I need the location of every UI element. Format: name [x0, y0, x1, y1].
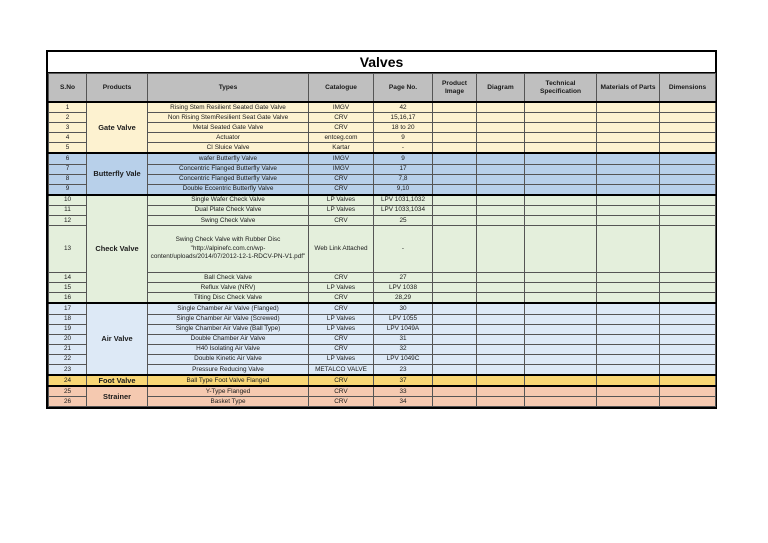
cell-sno[interactable]: 14	[49, 273, 87, 283]
cell-technical-specification[interactable]	[525, 364, 597, 375]
cell-page-no[interactable]: 32	[374, 344, 433, 354]
cell-diagram[interactable]	[477, 164, 525, 174]
cell-type[interactable]: Pressure Reducing Valve	[148, 364, 309, 375]
cell-catalogue[interactable]: IMGV	[309, 102, 374, 113]
cell-type[interactable]: Single Chamber Air Valve (Ball Type)	[148, 324, 309, 334]
valves-sheet	[46, 50, 717, 409]
cell-type[interactable]: wafer Butterfly Valve	[148, 153, 309, 164]
cell-dimensions[interactable]	[660, 174, 716, 184]
cell-product-image[interactable]	[433, 184, 477, 195]
cell-type[interactable]: Single Chamber Air Valve (Screwed)	[148, 314, 309, 324]
cell-diagram[interactable]	[477, 283, 525, 293]
cell-page-no[interactable]: 7,8	[374, 174, 433, 184]
cell-technical-specification[interactable]	[525, 273, 597, 283]
cell-page-no[interactable]: -	[374, 143, 433, 154]
cell-materials-of-parts[interactable]	[597, 133, 660, 143]
cell-type[interactable]: Non Rising StemResilient Seat Gate Valve	[148, 113, 309, 123]
cell-page-no[interactable]: LPV 1033,1034	[374, 205, 433, 215]
table-row	[49, 113, 716, 123]
cell-type[interactable]: Single Wafer Check Valve	[148, 195, 309, 206]
cell-dimensions[interactable]	[660, 113, 716, 123]
cell-type[interactable]: Metal Seated Gate Valve	[148, 123, 309, 133]
cell-sno[interactable]: 24	[49, 375, 87, 386]
cell-diagram[interactable]	[477, 174, 525, 184]
cell-sno[interactable]: 18	[49, 314, 87, 324]
cell-product-image[interactable]	[433, 164, 477, 174]
cell-technical-specification[interactable]	[525, 303, 597, 314]
cell-product-image[interactable]	[433, 174, 477, 184]
cell-technical-specification[interactable]	[525, 293, 597, 304]
cell-catalogue[interactable]: METALCO VALVE	[309, 364, 374, 375]
cell-type[interactable]: Dual Plate Check Valve	[148, 205, 309, 215]
cell-page-no[interactable]: 33	[374, 386, 433, 397]
cell-product[interactable]: Check Valve	[87, 195, 148, 304]
cell-dimensions[interactable]	[660, 195, 716, 206]
cell-diagram[interactable]	[477, 334, 525, 344]
cell-type[interactable]: Ball Type Foot Valve Flanged	[148, 375, 309, 386]
cell-catalogue[interactable]: CRV	[309, 216, 374, 226]
cell-materials-of-parts[interactable]	[597, 303, 660, 314]
cell-type[interactable]: Y-Type Flanged	[148, 386, 309, 397]
cell-catalogue[interactable]: LP Valves	[309, 283, 374, 293]
cell-page-no[interactable]: 31	[374, 334, 433, 344]
table-row	[49, 143, 716, 154]
cell-page-no[interactable]: LPV 1055	[374, 314, 433, 324]
cell-catalogue[interactable]: LP Valves	[309, 195, 374, 206]
cell-type[interactable]: Actuator	[148, 133, 309, 143]
cell-sno[interactable]: 9	[49, 184, 87, 195]
cell-sno[interactable]: 25	[49, 386, 87, 397]
cell-sno[interactable]: 1	[49, 102, 87, 113]
cell-sno[interactable]: 26	[49, 397, 87, 407]
cell-type[interactable]: Double Chamber Air Valve	[148, 334, 309, 344]
cell-diagram[interactable]	[477, 143, 525, 154]
cell-catalogue[interactable]: CRV	[309, 386, 374, 397]
cell-materials-of-parts[interactable]	[597, 205, 660, 215]
cell-product-image[interactable]	[433, 344, 477, 354]
cell-catalogue[interactable]: CRV	[309, 397, 374, 407]
cell-product-image[interactable]	[433, 303, 477, 314]
cell-dimensions[interactable]	[660, 364, 716, 375]
cell-product-image[interactable]	[433, 102, 477, 113]
cell-catalogue[interactable]: IMGV	[309, 164, 374, 174]
col-header-technical-specification[interactable]: Technical Specification	[525, 74, 597, 103]
cell-dimensions[interactable]	[660, 184, 716, 195]
cell-product-image[interactable]	[433, 397, 477, 407]
cell-dimensions[interactable]	[660, 334, 716, 344]
cell-type[interactable]: Single Chamber Air Valve (Flanged)	[148, 303, 309, 314]
cell-sno[interactable]: 21	[49, 344, 87, 354]
table-row	[49, 375, 716, 386]
cell-page-no[interactable]: 15,16,17	[374, 113, 433, 123]
cell-sno[interactable]: 8	[49, 174, 87, 184]
cell-materials-of-parts[interactable]	[597, 364, 660, 375]
cell-dimensions[interactable]	[660, 314, 716, 324]
cell-technical-specification[interactable]	[525, 386, 597, 397]
cell-dimensions[interactable]	[660, 123, 716, 133]
cell-materials-of-parts[interactable]	[597, 375, 660, 386]
cell-materials-of-parts[interactable]	[597, 216, 660, 226]
cell-dimensions[interactable]	[660, 273, 716, 283]
cell-diagram[interactable]	[477, 344, 525, 354]
cell-catalogue[interactable]: CRV	[309, 174, 374, 184]
col-header-catalogue[interactable]: Catalogue	[309, 74, 374, 103]
cell-materials-of-parts[interactable]	[597, 397, 660, 407]
cell-product-image[interactable]	[433, 324, 477, 334]
cell-dimensions[interactable]	[660, 293, 716, 304]
cell-type[interactable]: H40 Isolating Air Valve	[148, 344, 309, 354]
cell-technical-specification[interactable]	[525, 283, 597, 293]
col-header-page-no[interactable]: Page No.	[374, 74, 433, 103]
cell-diagram[interactable]	[477, 133, 525, 143]
cell-technical-specification[interactable]	[525, 164, 597, 174]
cell-product-image[interactable]	[433, 113, 477, 123]
cell-page-no[interactable]: LPV 1049C	[374, 354, 433, 364]
cell-sno[interactable]: 10	[49, 195, 87, 206]
cell-dimensions[interactable]	[660, 344, 716, 354]
cell-dimensions[interactable]	[660, 143, 716, 154]
cell-diagram[interactable]	[477, 226, 525, 273]
cell-dimensions[interactable]	[660, 324, 716, 334]
cell-product-image[interactable]	[433, 375, 477, 386]
cell-materials-of-parts[interactable]	[597, 143, 660, 154]
cell-technical-specification[interactable]	[525, 153, 597, 164]
cell-dimensions[interactable]	[660, 102, 716, 113]
cell-sno[interactable]: 7	[49, 164, 87, 174]
cell-page-no[interactable]: 42	[374, 102, 433, 113]
cell-product-image[interactable]	[433, 334, 477, 344]
cell-catalogue[interactable]: CRV	[309, 184, 374, 195]
cell-technical-specification[interactable]	[525, 123, 597, 133]
cell-page-no[interactable]: 34	[374, 397, 433, 407]
cell-sno[interactable]: 19	[49, 324, 87, 334]
cell-sno[interactable]: 16	[49, 293, 87, 304]
table-row	[49, 226, 716, 273]
cell-materials-of-parts[interactable]	[597, 354, 660, 364]
cell-catalogue[interactable]: CRV	[309, 123, 374, 133]
cell-sno[interactable]: 3	[49, 123, 87, 133]
cell-product-image[interactable]	[433, 293, 477, 304]
cell-dimensions[interactable]	[660, 354, 716, 364]
cell-sno[interactable]: 2	[49, 113, 87, 123]
table-row	[49, 344, 716, 354]
cell-type[interactable]: Swing Check Valve with Rubber Disc "http://alpinefc.com.cn/wp-content/uploads/2014/07/2012-12-1-RDCV-PN-V1.pdf"	[148, 226, 309, 273]
table-row	[49, 386, 716, 397]
cell-diagram[interactable]	[477, 123, 525, 133]
cell-technical-specification[interactable]	[525, 375, 597, 386]
cell-diagram[interactable]	[477, 102, 525, 113]
cell-page-no[interactable]: 28,29	[374, 293, 433, 304]
valves-table	[48, 73, 716, 407]
cell-catalogue[interactable]: CRV	[309, 113, 374, 123]
cell-technical-specification[interactable]	[525, 354, 597, 364]
cell-type[interactable]: Reflux Valve (NRV)	[148, 283, 309, 293]
cell-catalogue[interactable]: LP Valves	[309, 324, 374, 334]
cell-product-image[interactable]	[433, 143, 477, 154]
cell-catalogue[interactable]: LP Valves	[309, 354, 374, 364]
cell-type[interactable]: Double Kinetic Air Valve	[148, 354, 309, 364]
cell-diagram[interactable]	[477, 293, 525, 304]
cell-diagram[interactable]	[477, 273, 525, 283]
cell-catalogue[interactable]: Kartar	[309, 143, 374, 154]
table-row	[49, 397, 716, 407]
cell-technical-specification[interactable]	[525, 133, 597, 143]
cell-dimensions[interactable]	[660, 216, 716, 226]
cell-sno[interactable]: 15	[49, 283, 87, 293]
cell-materials-of-parts[interactable]	[597, 334, 660, 344]
cell-dimensions[interactable]	[660, 133, 716, 143]
cell-product-image[interactable]	[433, 205, 477, 215]
cell-technical-specification[interactable]	[525, 143, 597, 154]
table-row	[49, 303, 716, 314]
cell-technical-specification[interactable]	[525, 334, 597, 344]
cell-product-image[interactable]	[433, 195, 477, 206]
cell-catalogue[interactable]: CRV	[309, 273, 374, 283]
cell-diagram[interactable]	[477, 195, 525, 206]
cell-materials-of-parts[interactable]	[597, 174, 660, 184]
cell-materials-of-parts[interactable]	[597, 283, 660, 293]
cell-diagram[interactable]	[477, 375, 525, 386]
cell-technical-specification[interactable]	[525, 102, 597, 113]
table-row	[49, 174, 716, 184]
cell-dimensions[interactable]	[660, 375, 716, 386]
cell-diagram[interactable]	[477, 205, 525, 215]
cell-materials-of-parts[interactable]	[597, 293, 660, 304]
cell-catalogue[interactable]: CRV	[309, 344, 374, 354]
col-header-diagram[interactable]: Diagram	[477, 74, 525, 103]
cell-dimensions[interactable]	[660, 164, 716, 174]
cell-product-image[interactable]	[433, 216, 477, 226]
cell-page-no[interactable]: -	[374, 226, 433, 273]
cell-product-image[interactable]	[433, 133, 477, 143]
cell-type[interactable]: Tilting Disc Check Valve	[148, 293, 309, 304]
cell-diagram[interactable]	[477, 113, 525, 123]
sheet-title: Valves	[48, 52, 715, 73]
cell-page-no[interactable]: 30	[374, 303, 433, 314]
cell-page-no[interactable]: 9,10	[374, 184, 433, 195]
cell-dimensions[interactable]	[660, 283, 716, 293]
cell-catalogue[interactable]: LP Valves	[309, 314, 374, 324]
cell-type[interactable]: Swing Check Valve	[148, 216, 309, 226]
cell-diagram[interactable]	[477, 303, 525, 314]
table-row	[49, 205, 716, 215]
table-row	[49, 184, 716, 195]
cell-materials-of-parts[interactable]	[597, 324, 660, 334]
cell-technical-specification[interactable]	[525, 314, 597, 324]
cell-catalogue[interactable]: Web Link Attached	[309, 226, 374, 273]
cell-product[interactable]: Strainer	[87, 386, 148, 407]
cell-product-image[interactable]	[433, 123, 477, 133]
cell-catalogue[interactable]: LP Valves	[309, 205, 374, 215]
cell-product-image[interactable]	[433, 386, 477, 397]
cell-page-no[interactable]: 9	[374, 153, 433, 164]
cell-dimensions[interactable]	[660, 397, 716, 407]
cell-materials-of-parts[interactable]	[597, 386, 660, 397]
cell-diagram[interactable]	[477, 354, 525, 364]
cell-materials-of-parts[interactable]	[597, 102, 660, 113]
cell-technical-specification[interactable]	[525, 205, 597, 215]
cell-page-no[interactable]: LPV 1049A	[374, 324, 433, 334]
table-row	[49, 102, 716, 113]
table-row	[49, 123, 716, 133]
cell-product-image[interactable]	[433, 283, 477, 293]
cell-catalogue[interactable]: CRV	[309, 375, 374, 386]
col-header-types[interactable]: Types	[148, 74, 309, 103]
table-row	[49, 314, 716, 324]
cell-product[interactable]: Butterfly Vale	[87, 153, 148, 194]
cell-product[interactable]: Gate Valve	[87, 102, 148, 153]
cell-diagram[interactable]	[477, 184, 525, 195]
cell-sno[interactable]: 22	[49, 354, 87, 364]
cell-diagram[interactable]	[477, 364, 525, 375]
cell-sno[interactable]: 13	[49, 226, 87, 273]
cell-materials-of-parts[interactable]	[597, 153, 660, 164]
cell-sno[interactable]: 6	[49, 153, 87, 164]
cell-type[interactable]: Basket Type	[148, 397, 309, 407]
cell-type[interactable]: Double Eccentric Butterfly Valve	[148, 184, 309, 195]
cell-materials-of-parts[interactable]	[597, 164, 660, 174]
cell-sno[interactable]: 20	[49, 334, 87, 344]
cell-product[interactable]: Foot Valve	[87, 375, 148, 386]
cell-page-no[interactable]: 9	[374, 133, 433, 143]
table-row	[49, 324, 716, 334]
cell-diagram[interactable]	[477, 397, 525, 407]
cell-product-image[interactable]	[433, 354, 477, 364]
cell-type[interactable]: CI Sluice Valve	[148, 143, 309, 154]
col-header-products[interactable]: Products	[87, 74, 148, 103]
cell-materials-of-parts[interactable]	[597, 273, 660, 283]
cell-page-no[interactable]: LPV 1038	[374, 283, 433, 293]
cell-product[interactable]: Air Valve	[87, 303, 148, 375]
col-header-dimensions[interactable]: Dimensions	[660, 74, 716, 103]
cell-type[interactable]: Concentric Flanged Butterfly Valve	[148, 164, 309, 174]
cell-dimensions[interactable]	[660, 205, 716, 215]
cell-diagram[interactable]	[477, 216, 525, 226]
cell-product-image[interactable]	[433, 364, 477, 375]
cell-sno[interactable]: 11	[49, 205, 87, 215]
cell-materials-of-parts[interactable]	[597, 113, 660, 123]
cell-materials-of-parts[interactable]	[597, 314, 660, 324]
cell-technical-specification[interactable]	[525, 324, 597, 334]
cell-type[interactable]: Ball Check Valve	[148, 273, 309, 283]
cell-dimensions[interactable]	[660, 153, 716, 164]
cell-diagram[interactable]	[477, 153, 525, 164]
cell-sno[interactable]: 12	[49, 216, 87, 226]
cell-technical-specification[interactable]	[525, 174, 597, 184]
cell-type[interactable]: Rising Stem Resilient Seated Gate Valve	[148, 102, 309, 113]
cell-diagram[interactable]	[477, 314, 525, 324]
table-row	[49, 354, 716, 364]
cell-type[interactable]: Concentric Flanged Butterfly Valve	[148, 174, 309, 184]
cell-page-no[interactable]: 37	[374, 375, 433, 386]
table-row	[49, 195, 716, 206]
cell-catalogue[interactable]: CRV	[309, 293, 374, 304]
cell-page-no[interactable]: 18 to 20	[374, 123, 433, 133]
cell-catalogue[interactable]: CRV	[309, 303, 374, 314]
table-row	[49, 273, 716, 283]
cell-technical-specification[interactable]	[525, 216, 597, 226]
table-row	[49, 153, 716, 164]
cell-page-no[interactable]: 27	[374, 273, 433, 283]
table-row	[49, 334, 716, 344]
cell-product-image[interactable]	[433, 314, 477, 324]
table-row	[49, 216, 716, 226]
cell-catalogue[interactable]: entceg.com	[309, 133, 374, 143]
table-row	[49, 293, 716, 304]
table-row	[49, 164, 716, 174]
cell-materials-of-parts[interactable]	[597, 344, 660, 354]
cell-page-no[interactable]: 25	[374, 216, 433, 226]
cell-technical-specification[interactable]	[525, 344, 597, 354]
cell-technical-specification[interactable]	[525, 113, 597, 123]
header-row	[49, 74, 716, 103]
cell-technical-specification[interactable]	[525, 195, 597, 206]
cell-materials-of-parts[interactable]	[597, 195, 660, 206]
cell-page-no[interactable]: 23	[374, 364, 433, 375]
table-body	[49, 102, 716, 407]
cell-sno[interactable]: 17	[49, 303, 87, 314]
cell-materials-of-parts[interactable]	[597, 123, 660, 133]
cell-sno[interactable]: 5	[49, 143, 87, 154]
cell-sno[interactable]: 4	[49, 133, 87, 143]
cell-technical-specification[interactable]	[525, 226, 597, 273]
cell-product-image[interactable]	[433, 273, 477, 283]
cell-page-no[interactable]: LPV 1031,1032	[374, 195, 433, 206]
cell-technical-specification[interactable]	[525, 397, 597, 407]
table-row	[49, 133, 716, 143]
col-header-materials-of-parts[interactable]: Materials of Parts	[597, 74, 660, 103]
table-row	[49, 364, 716, 375]
cell-dimensions[interactable]	[660, 226, 716, 273]
cell-product-image[interactable]	[433, 226, 477, 273]
cell-diagram[interactable]	[477, 324, 525, 334]
cell-dimensions[interactable]	[660, 386, 716, 397]
col-header-product-image[interactable]: Product Image	[433, 74, 477, 103]
cell-catalogue[interactable]: CRV	[309, 334, 374, 344]
cell-materials-of-parts[interactable]	[597, 226, 660, 273]
cell-catalogue[interactable]: IMGV	[309, 153, 374, 164]
cell-materials-of-parts[interactable]	[597, 184, 660, 195]
cell-diagram[interactable]	[477, 386, 525, 397]
cell-dimensions[interactable]	[660, 303, 716, 314]
cell-technical-specification[interactable]	[525, 184, 597, 195]
col-header-sno[interactable]: S.No	[49, 74, 87, 103]
cell-page-no[interactable]: 17	[374, 164, 433, 174]
cell-sno[interactable]: 23	[49, 364, 87, 375]
table-row	[49, 283, 716, 293]
cell-product-image[interactable]	[433, 153, 477, 164]
